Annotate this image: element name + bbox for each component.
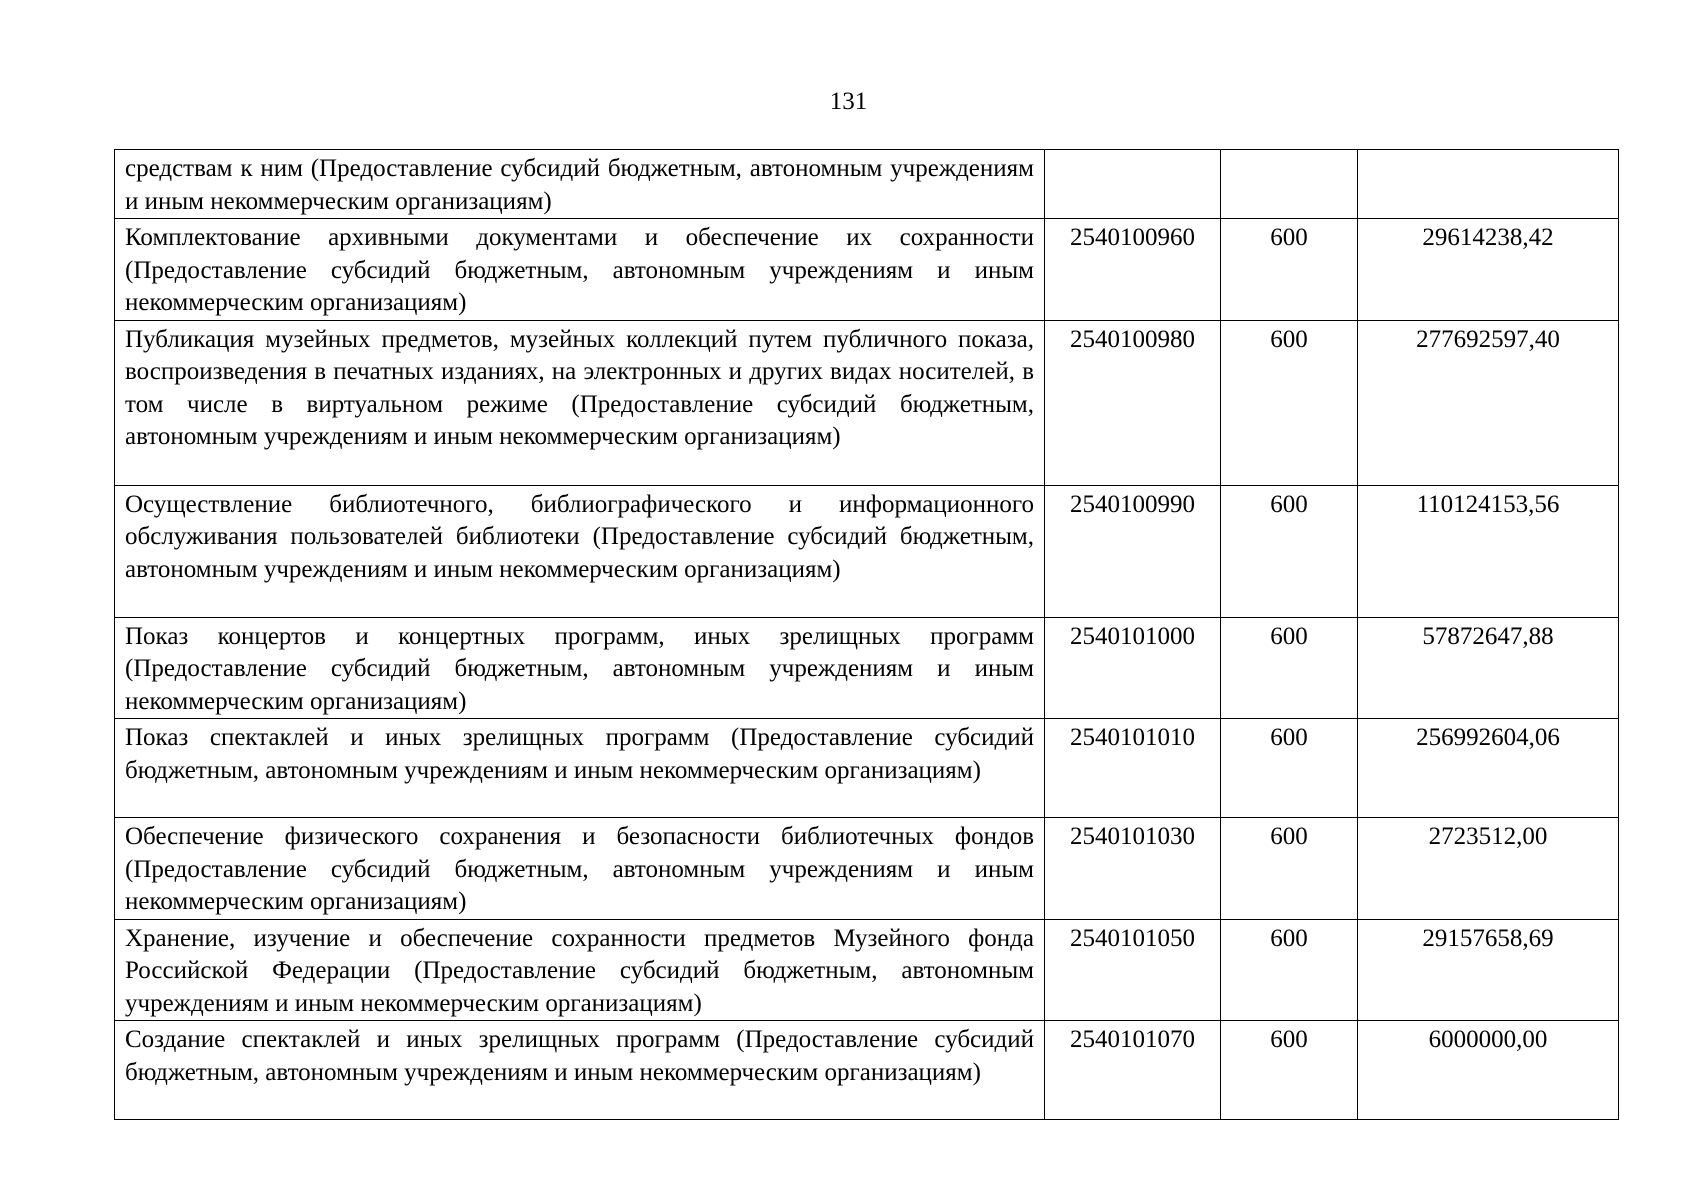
row-target-code: 2540101050 xyxy=(1045,919,1221,1021)
row-target-code: 2540100960 xyxy=(1045,219,1221,321)
row-amount: 256992604,06 xyxy=(1358,719,1619,818)
row-description: Обеспечение физического сохранения и безопасности библиотечных фондов (Предоставление субсидий бюджетным, автономным учреждениям и иным некоммерческим организациям) xyxy=(115,818,1045,920)
row-amount xyxy=(1358,150,1619,219)
row-expense-type: 600 xyxy=(1221,617,1358,719)
row-expense-type: 600 xyxy=(1221,219,1358,321)
budget-table xyxy=(114,149,1619,1120)
row-description: Публикация музейных предметов, музейных коллекций путем публичного показа, воспроизведения в печатных изданиях, на электронных и других видах носителей, в том числе в виртуальном режиме (Предоставление субсидий бюджетным, автономным учреждениям и иным некоммерческим организациям) xyxy=(115,320,1045,485)
budget-table-body xyxy=(115,150,1619,1120)
table-row xyxy=(115,485,1619,617)
row-expense-type: 600 xyxy=(1221,485,1358,617)
row-target-code: 2540100980 xyxy=(1045,320,1221,485)
row-amount: 110124153,56 xyxy=(1358,485,1619,617)
row-expense-type: 600 xyxy=(1221,719,1358,818)
row-description: Создание спектаклей и иных зрелищных программ (Предоставление субсидий бюджетным, автономным учреждениям и иным некоммерческим организациям) xyxy=(115,1021,1045,1120)
page-number: 131 xyxy=(829,88,868,115)
table-row xyxy=(115,1021,1619,1120)
row-description: Комплектование архивными документами и обеспечение их сохранности (Предоставление субсидий бюджетным, автономным учреждениям и иным некоммерческим организациям) xyxy=(115,219,1045,321)
table-row xyxy=(115,919,1619,1021)
table-row xyxy=(115,150,1619,219)
row-description: Осуществление библиотечного, библиографического и информационного обслуживания пользователей библиотеки (Предоставление субсидий бюджетным, автономным учреждениям и иным некоммерческим организациям) xyxy=(115,485,1045,617)
row-expense-type: 600 xyxy=(1221,919,1358,1021)
row-amount: 29157658,69 xyxy=(1358,919,1619,1021)
row-expense-type: 600 xyxy=(1221,1021,1358,1120)
row-target-code: 2540101030 xyxy=(1045,818,1221,920)
row-expense-type xyxy=(1221,150,1358,219)
row-target-code: 2540100990 xyxy=(1045,485,1221,617)
row-description: Показ спектаклей и иных зрелищных программ (Предоставление субсидий бюджетным, автономным учреждениям и иным некоммерческим организациям) xyxy=(115,719,1045,818)
table-row xyxy=(115,818,1619,920)
table-row xyxy=(115,320,1619,485)
table-row xyxy=(115,617,1619,719)
row-amount: 277692597,40 xyxy=(1358,320,1619,485)
row-amount: 2723512,00 xyxy=(1358,818,1619,920)
row-expense-type: 600 xyxy=(1221,320,1358,485)
row-target-code xyxy=(1045,150,1221,219)
row-description: Хранение, изучение и обеспечение сохранности предметов Музейного фонда Российской Федерации (Предоставление субсидий бюджетным, автономным учреждениям и иным некоммерческим организациям) xyxy=(115,919,1045,1021)
row-expense-type: 600 xyxy=(1221,818,1358,920)
row-description: средствам к ним (Предоставление субсидий бюджетным, автономным учреждениям и иным некоммерческим организациям) xyxy=(115,150,1045,219)
row-amount: 57872647,88 xyxy=(1358,617,1619,719)
row-target-code: 2540101070 xyxy=(1045,1021,1221,1120)
row-target-code: 2540101010 xyxy=(1045,719,1221,818)
row-amount: 29614238,42 xyxy=(1358,219,1619,321)
table-row xyxy=(115,719,1619,818)
row-amount: 6000000,00 xyxy=(1358,1021,1619,1120)
table-row xyxy=(115,219,1619,321)
row-description: Показ концертов и концертных программ, иных зрелищных программ (Предоставление субсидий бюджетным, автономным учреждениям и иным некоммерческим организациям) xyxy=(115,617,1045,719)
row-target-code: 2540101000 xyxy=(1045,617,1221,719)
